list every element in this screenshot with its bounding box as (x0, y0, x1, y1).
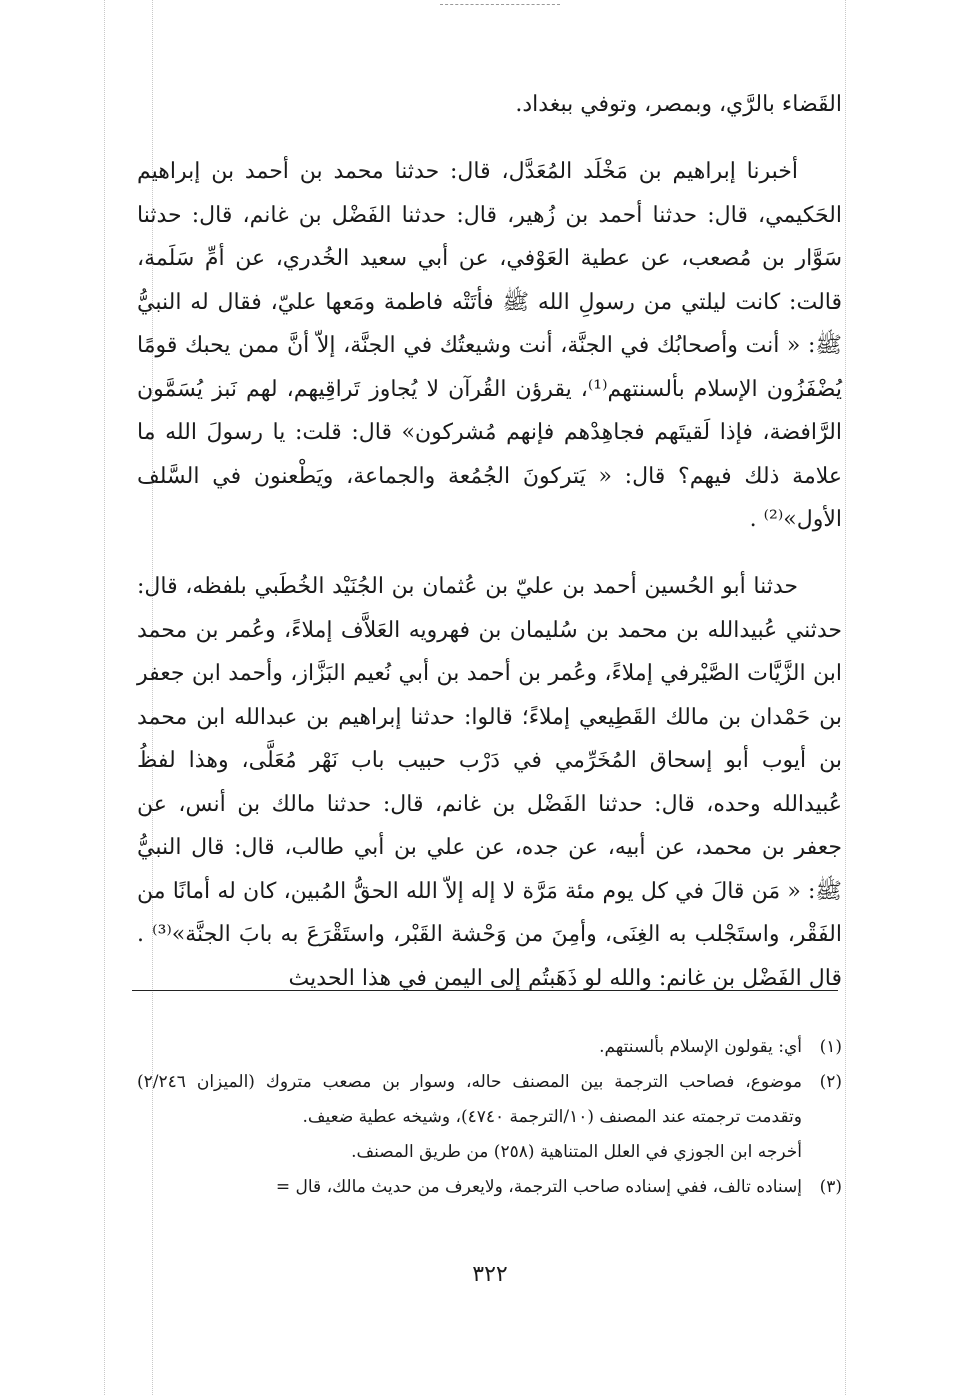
footnote-text: أخرجه ابن الجوزي في العلل المتناهية (٢٥٨) من طريق المصنف. (351, 1142, 802, 1162)
footnote-text: إسناده تالف، ففي إسناده صاحب الترجمة، ولايعرف من حديث مالك، قال = (275, 1177, 802, 1197)
scan-guide-line (104, 0, 105, 1395)
narration-paragraph-1 (137, 150, 842, 542)
scan-guide-line (845, 0, 846, 1395)
footnote-3 (137, 1170, 842, 1205)
scan-top-mark (440, 4, 560, 5)
footnote-number: (٣) (819, 1177, 842, 1197)
top-line-text: القَضاء بالرَّي، وبمصر، وتوفي ببغداد. (515, 92, 842, 117)
footnote-separator (132, 990, 838, 991)
footnote-text: موضوع، فصاحب الترجمة بين المصنف حاله، وسوار بن مصعب متروك (الميزان ٢/٢٤٦) وتقدمت ترجمته عند المصنف (١٠/الترجمة ٤٧٤٠)، وشيخه عطية ضعيف. (137, 1072, 802, 1127)
footnote-text: أي: يقولون الإسلام بألسنتهم. (599, 1037, 802, 1057)
narration-paragraph-2 (137, 565, 842, 1000)
page-number: ٣٢٢ (472, 1262, 508, 1287)
paragraph-1-text: أخبرنا إبراهيم بن مَخْلَد المُعَدَّل، قال: حدثنا محمد بن أحمد بن إبراهيم الحَكيمي، قال: حدثنا أحمد بن زُهير، قال: حدثنا الفَضْل بن غانم، قال: حدثنا سَوَّار بن مُصعب، عن عطية العَوْفي، عن أبي سعيد الخُدري، عن أمِّ سَلَمة، قالت: كانت ليلتي من رسولِ الله ﷺ فأتَتْه فاطمة ومَعها عليّ، فقال له النبيُّ ﷺ: « أنت وأصحابُك في الجنَّة، أنت وشيعتُك في الجنَّة، إلاّ أنَّ ممن يحبك قومًا يُضْفَزُون الإسلام بألسنتهم⁽¹⁾، يقرؤن القُرآن لا يُجاوز تَراقِيهم، لهم نَبز يُسَمَّون الرَّافضة، فإذا لَقيتَهم فجاهِدْهم فإنهم مُشركون» قال: قلت: يا رسولَ الله ما علامة ذلك فيهم؟ قال: « يَتركونَ الجُمُعة والجماعة، ويَطْعنون في السَّلف الأول»⁽²⁾ . (137, 159, 842, 532)
paragraph-2-text: حدثنا أبو الحُسين أحمد بن عليّ بن عُثمان بن الجُنَيْد الخُطَبي بلفظه، قال: حدثني عُبيدالله بن محمد بن سُليمان بن فهرويه العَلاَّف إملاءً، وعُمر بن محمد ابن الزَّيَّات الصَّيْرفي إملاءً، وعُمر بن أحمد بن أبي نُعيم البَزَّاز، وأحمد ابن جعفر بن حَمْدان بن مالك القَطِيعي إملاءً؛ قالوا: حدثنا إبراهيم بن عبدالله ابن محمد بن أيوب أبو إسحاق المُخَرِّمي في دَرْب حبيب باب نَهْر مُعَلَّى، وهذا لفظُ عُبيدالله وحده، قال: حدثنا الفَضْل بن غانم، قال: حدثنا مالك بن أنس، عن جعفر بن محمد، عن أبيه، عن جده، عن علي بن أبي طالب، قال: قال النبيُّ ﷺ: « مَن قالَ في كل يوم مئة مَرَّة لا إله إلاّ الله الحقُّ المُبين، كان له أمانًا من الفَقْر، واستَجْلب به الغِنَى، وأمِنَ من وَحْشة القَبْر، واستَقْرَعَ به بابَ الجنَّة»⁽³⁾ . قال الفَضْل بن غانم: والله لو ذَهَبتُم إلى اليمن في هذا الحديث (137, 574, 843, 991)
footnote-number: (٢) (819, 1072, 842, 1092)
footnotes-section (137, 1030, 842, 1205)
footnote-2 (137, 1065, 842, 1135)
continuation-line (137, 83, 842, 127)
footnote-2-continuation (137, 1135, 842, 1170)
footnote-number: (١) (819, 1037, 842, 1057)
footnote-1 (137, 1030, 842, 1065)
